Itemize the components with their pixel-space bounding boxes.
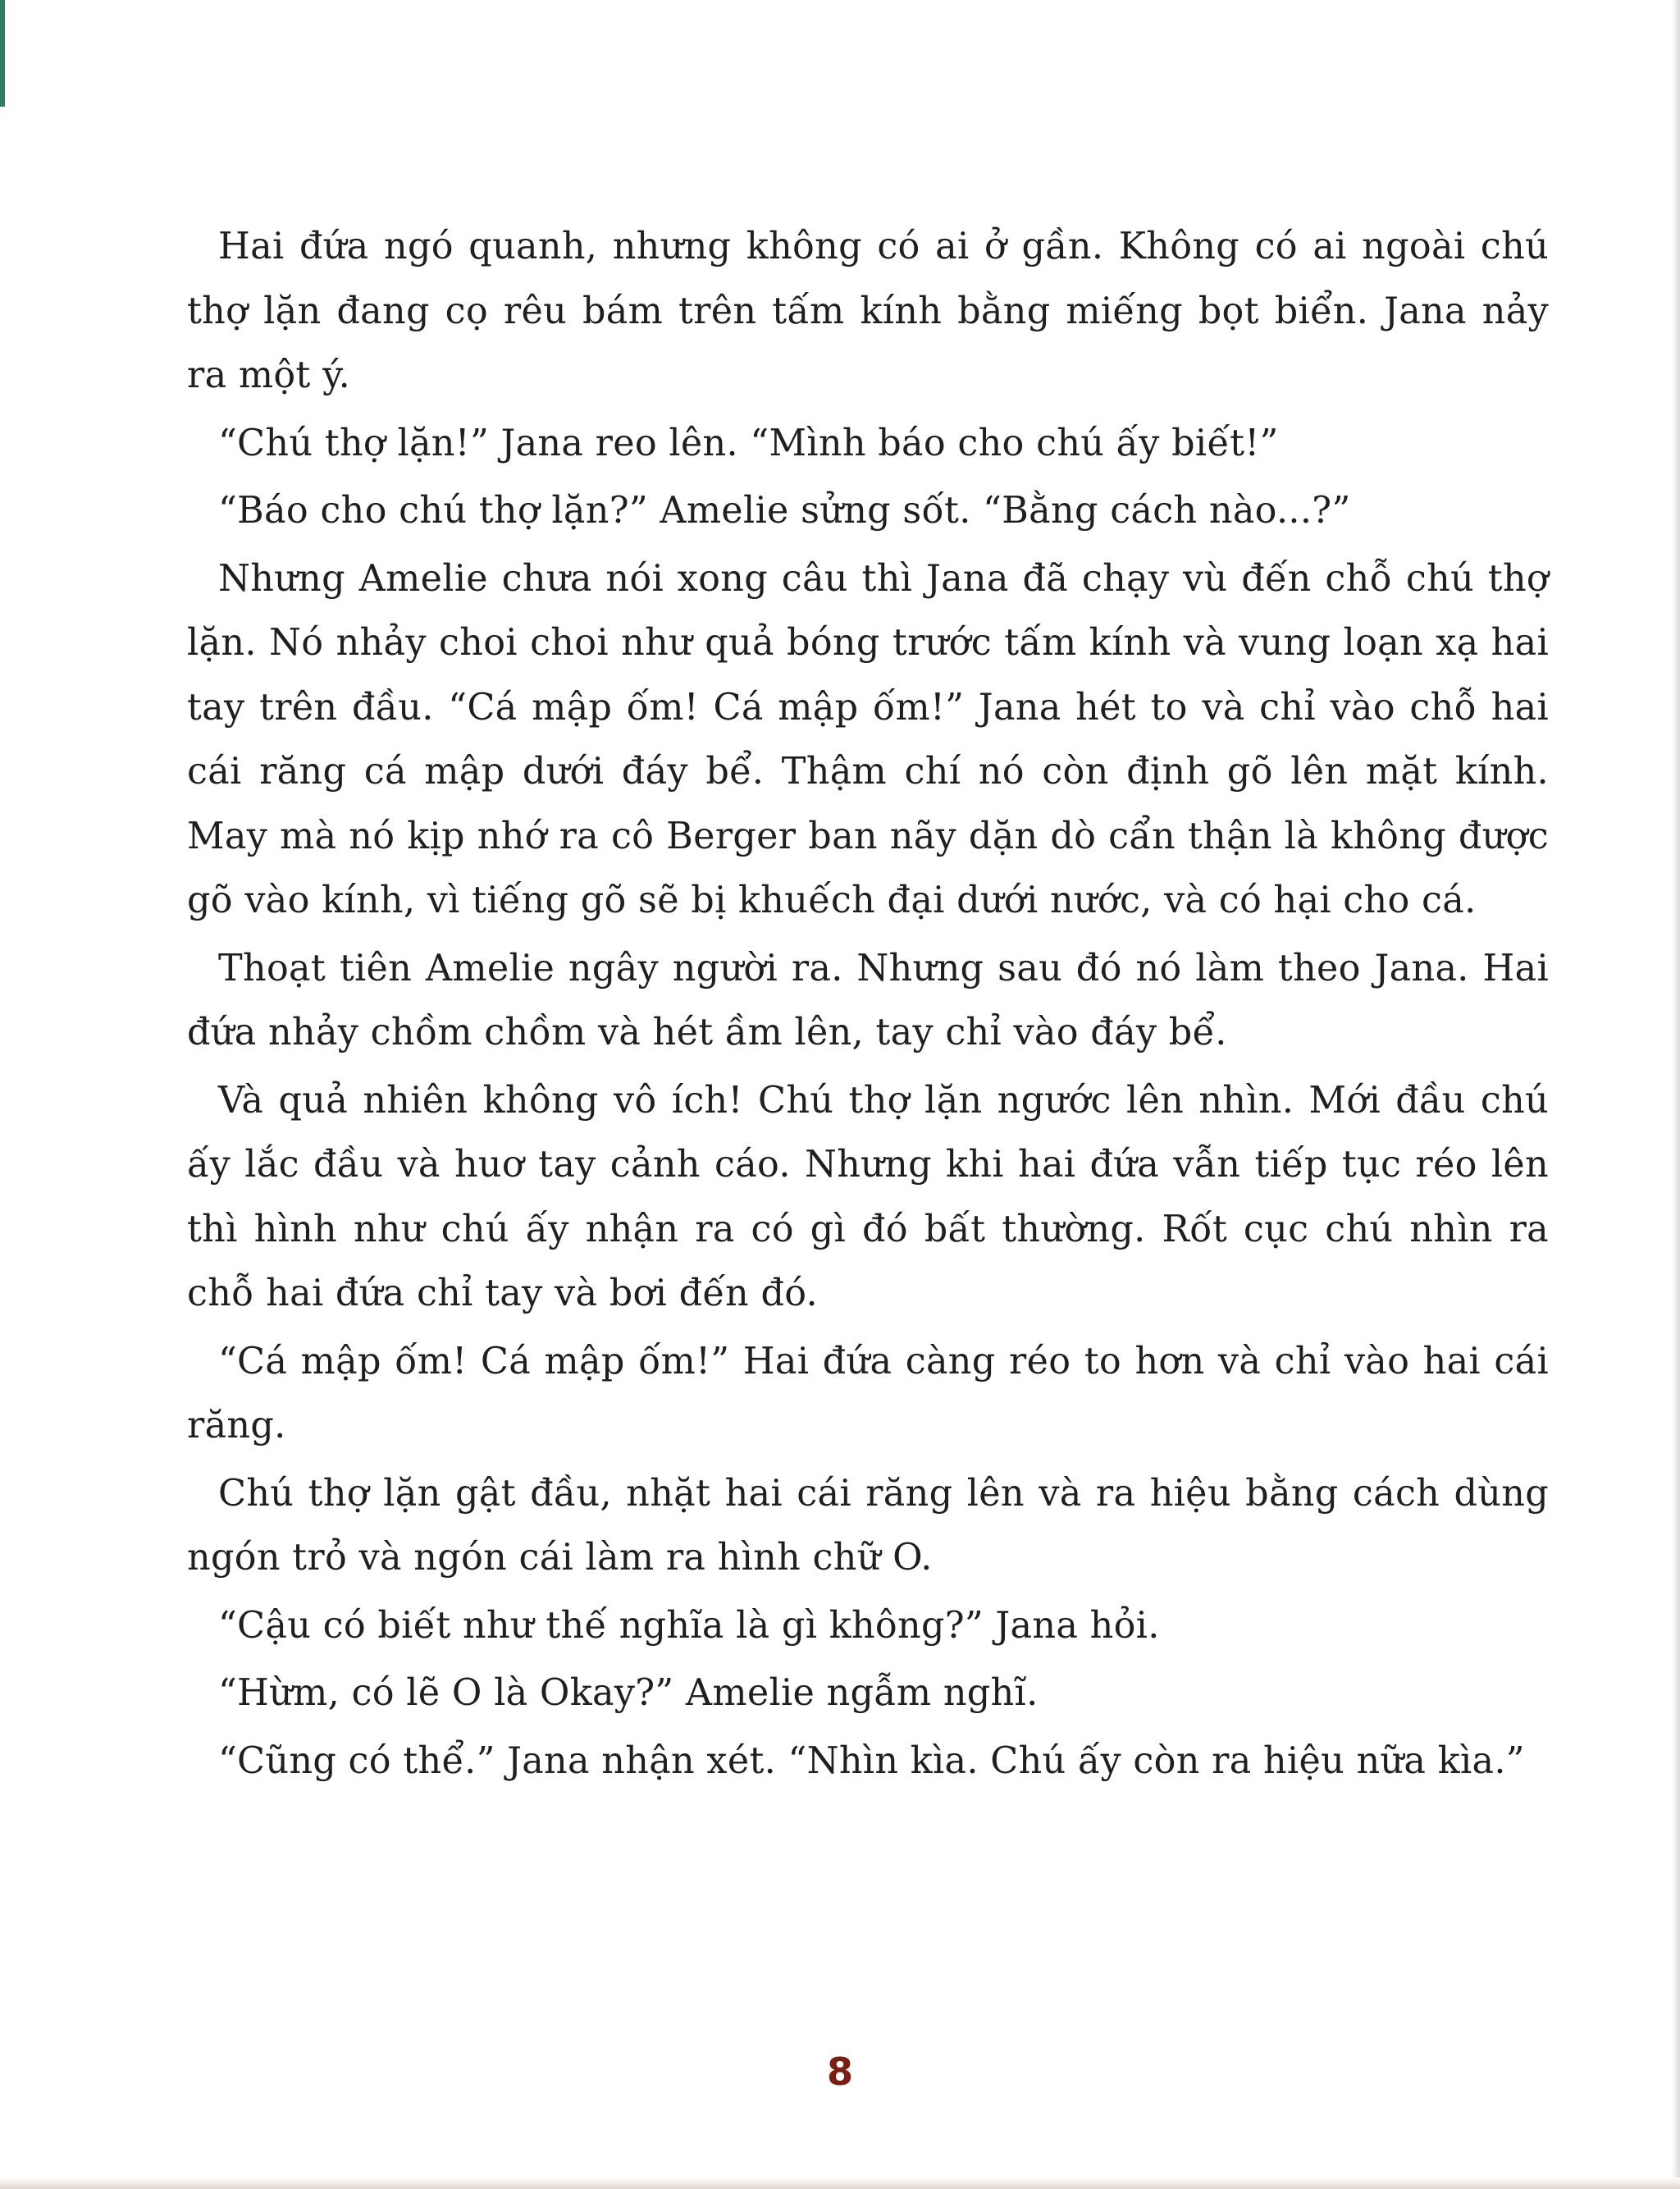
- paragraph-4: Nhưng Amelie chưa nói xong câu thì Jana đã chạy vù đến chỗ chú thợ lặn. Nó nhảy choi choi như quả bóng trước tấm kính và vung loạn xạ hai tay trên đầu. “Cá mập ốm! Cá mập ốm!” Jana hét to và chỉ vào chỗ hai cái răng cá mập dưới đáy bể. Thậm chí nó còn định gõ lên mặt kính. May mà nó kịp nhớ ra cô Berger ban nãy dặn dò cẩn thận là không được gõ vào kính, vì tiếng gõ sẽ bị khuếch đại dưới nước, và có hại cho cá.: [187, 557, 1549, 921]
- paragraph-10: “Hừm, có lẽ O là Okay?” Amelie ngẫm nghĩ.: [218, 1672, 1039, 1714]
- page-shadow-bottom: [0, 2178, 1680, 2189]
- paragraph-3: “Báo cho chú thợ lặn?” Amelie sửng sốt. “Bằng cách nào...?”: [218, 490, 1351, 532]
- paragraph-7: “Cá mập ốm! Cá mập ốm!” Hai đứa càng réo to hơn và chỉ vào hai cái răng.: [187, 1340, 1549, 1446]
- paragraph-9: “Cậu có biết như thế nghĩa là gì không?” Jana hỏi.: [218, 1604, 1160, 1647]
- paragraph-5: Thoạt tiên Amelie ngây người ra. Nhưng sau đó nó làm theo Jana. Hai đứa nhảy chồm chồm và hét ầm lên, tay chỉ vào đáy bể.: [187, 947, 1549, 1053]
- paragraph-1: Hai đứa ngó quanh, nhưng không có ai ở gần. Không có ai ngoài chú thợ lặn đang cọ rêu bám trên tấm kính bằng miếng bọt biển. Jana nảy ra một ý.: [187, 226, 1549, 396]
- paragraph-6: Và quả nhiên không vô ích! Chú thợ lặn ngước lên nhìn. Mới đầu chú ấy lắc đầu và huơ tay cảnh cáo. Nhưng khi hai đứa vẫn tiếp tục réo lên thì hình như chú ấy nhận ra có gì đó bất thường. Rốt cục chú nhìn ra chỗ hai đứa chỉ tay và bơi đến đó.: [187, 1079, 1549, 1314]
- paragraph-11: “Cũng có thể.” Jana nhận xét. “Nhìn kìa. Chú ấy còn ra hiệu nữa kìa.”: [218, 1739, 1525, 1782]
- page-shadow-right: [1672, 0, 1680, 2189]
- paragraph-2: “Chú thợ lặn!” Jana reo lên. “Mình báo cho chú ấy biết!”: [218, 422, 1279, 464]
- page-number: 8: [826, 2050, 853, 2094]
- paragraph-8: Chú thợ lặn gật đầu, nhặt hai cái răng lên và ra hiệu bằng cách dùng ngón trỏ và ngón cái làm ra hình chữ O.: [187, 1472, 1549, 1579]
- cover-edge-strip: [0, 0, 5, 107]
- story-text-block: [187, 215, 1549, 1797]
